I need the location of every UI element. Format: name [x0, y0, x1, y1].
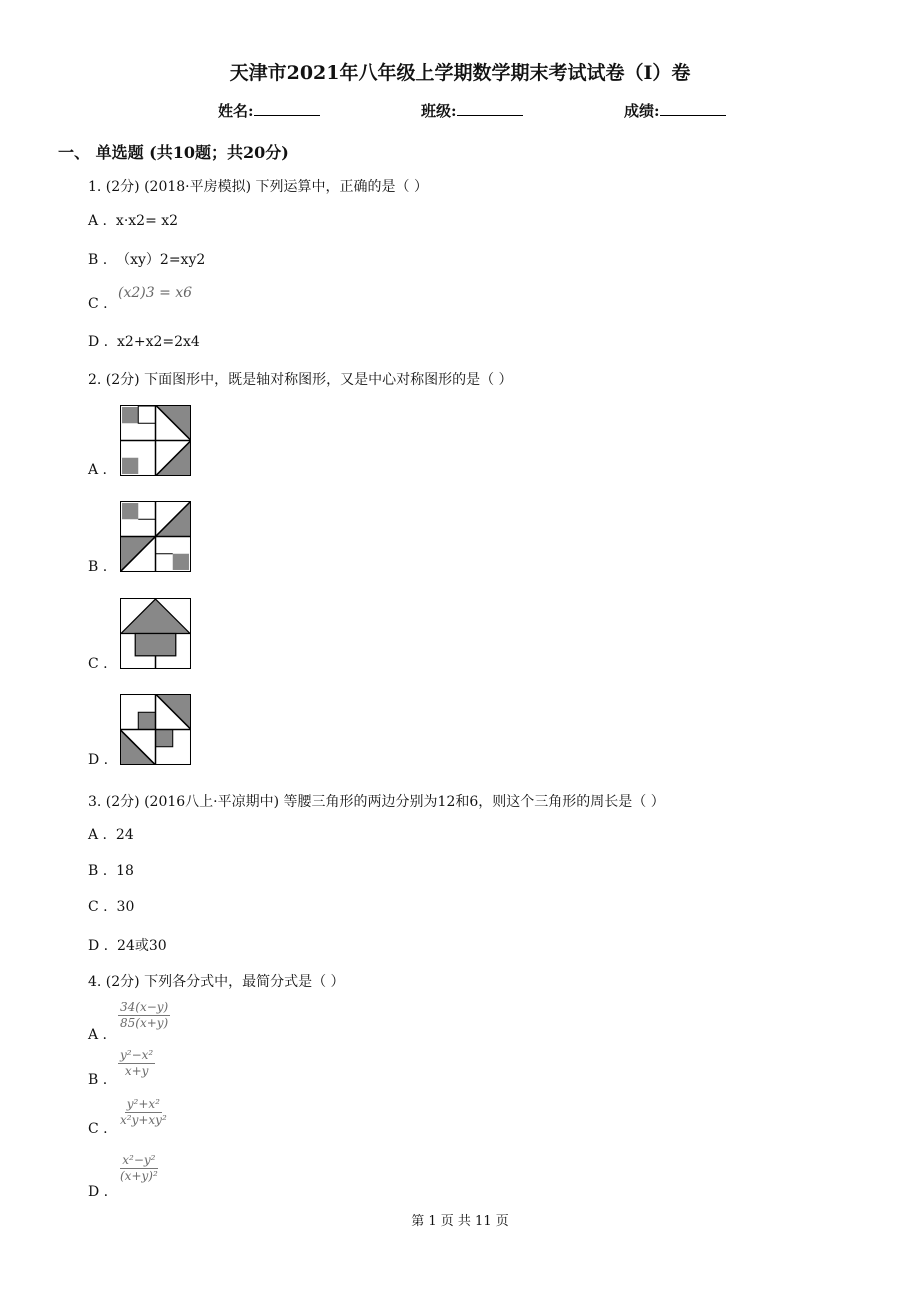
option-letter: A .: [88, 462, 108, 478]
class-label: 班级:: [421, 102, 457, 120]
score-field: [624, 100, 726, 121]
question-2-stem: 2. (2分) 下面图形中，既是轴对称图形，又是中心对称图形的是（ ）: [88, 372, 513, 388]
score-label: 成绩:: [624, 102, 660, 120]
option-letter: C .: [88, 656, 108, 672]
option-letter: C .: [88, 899, 108, 915]
class-blank[interactable]: [457, 101, 523, 116]
section-heading: 一、 单选题 (共10题；共20分): [58, 143, 289, 162]
figure-a: [120, 405, 191, 476]
option-text: x·x2= x2: [115, 213, 179, 229]
q4-option-d-fraction: [118, 1153, 160, 1184]
fraction-numerator: x²−y²: [122, 1153, 156, 1167]
q3-option-d[interactable]: [88, 935, 167, 955]
q3-option-b[interactable]: [88, 863, 134, 879]
q1-option-c[interactable]: [88, 296, 108, 312]
option-letter: B .: [88, 559, 108, 575]
fraction-numerator: y²+x²: [126, 1097, 160, 1111]
page-title: 天津市2021年八年级上学期数学期末考试试卷（I）卷: [229, 62, 691, 84]
option-letter: B .: [88, 1072, 108, 1088]
option-text: 24或30: [117, 938, 167, 954]
fraction-numerator: y²−x²: [120, 1048, 154, 1062]
fraction-denominator: x+y: [124, 1064, 149, 1078]
option-letter: B .: [88, 252, 108, 268]
q4-option-b[interactable]: [88, 1072, 107, 1088]
q1-option-a[interactable]: [88, 213, 178, 229]
q4-option-a-fraction: [118, 1000, 170, 1031]
option-letter: D .: [88, 938, 109, 954]
option-letter: D .: [88, 334, 109, 350]
q4-option-c-fraction: [118, 1097, 169, 1128]
fraction-denominator: 85(x+y): [120, 1016, 169, 1030]
option-letter: C .: [88, 1121, 108, 1137]
q4-option-d[interactable]: [88, 1184, 108, 1200]
q4-option-c[interactable]: [88, 1121, 108, 1137]
question-1-stem: 1. (2分) (2018·平房模拟) 下列运算中，正确的是（ ）: [88, 179, 428, 195]
question-4-stem: 4. (2分) 下列各分式中，最简分式是（ ）: [88, 974, 345, 990]
q2-option-c[interactable]: [88, 656, 108, 672]
q3-option-c[interactable]: [88, 899, 134, 915]
option-text: （xy）2=xy2: [116, 252, 206, 268]
option-letter: A .: [88, 827, 108, 843]
fraction-denominator: x²y+xy²: [120, 1113, 167, 1127]
q3-option-a[interactable]: [88, 827, 134, 843]
q1-option-b[interactable]: [88, 249, 205, 269]
figure-d: [120, 694, 191, 765]
figure-c: [120, 598, 191, 669]
q1-option-c-math: (x2)3 = x6: [118, 285, 193, 301]
option-letter: D .: [88, 1184, 109, 1200]
question-3-stem: 3. (2分) (2016八上·平凉期中) 等腰三角形的两边分别为12和6，则这个三角形的周长是（ ）: [88, 794, 665, 810]
option-text: x2+x2=2x4: [117, 334, 200, 350]
q4-option-a[interactable]: [88, 1027, 107, 1043]
option-letter: B .: [88, 863, 108, 879]
q2-option-a[interactable]: [88, 462, 107, 478]
class-field: [421, 100, 523, 121]
name-field: [218, 100, 320, 121]
q4-option-b-fraction: [118, 1048, 155, 1079]
option-letter: A .: [88, 1027, 108, 1043]
fraction-numerator: 34(x−y): [120, 1000, 169, 1014]
page-footer: 第 1 页 共 11 页: [411, 1214, 509, 1229]
option-letter: A .: [88, 213, 108, 229]
option-letter: C .: [88, 296, 108, 312]
name-label: 姓名:: [218, 102, 254, 120]
option-letter: D .: [88, 752, 109, 768]
score-blank[interactable]: [660, 101, 726, 116]
q2-option-d[interactable]: [88, 752, 108, 768]
q1-option-d[interactable]: [88, 334, 200, 350]
option-text: 24: [115, 827, 134, 843]
option-text: 30: [116, 899, 135, 915]
fraction-denominator: (x+y)²: [120, 1169, 158, 1183]
figure-b: [120, 501, 191, 572]
q2-option-b[interactable]: [88, 559, 107, 575]
option-text: 18: [116, 863, 134, 879]
name-blank[interactable]: [254, 101, 320, 116]
